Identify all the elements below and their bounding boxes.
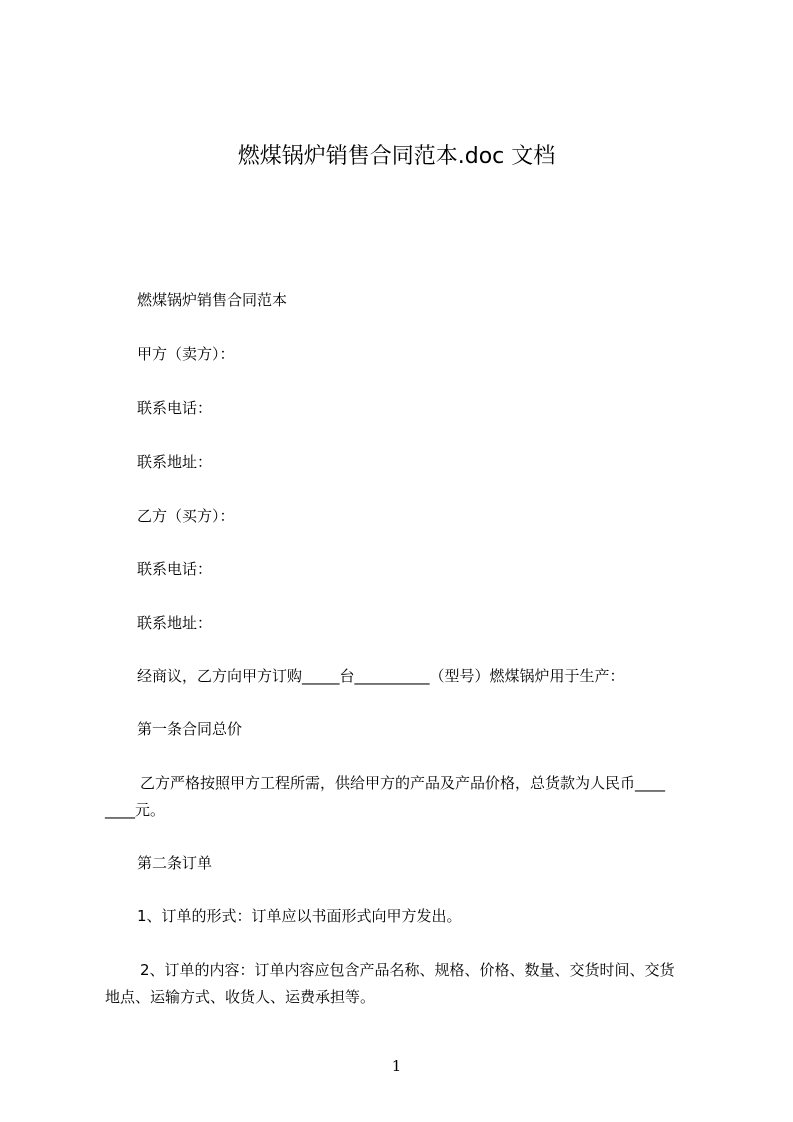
party-a-address-label: 联系地址： [137, 453, 213, 471]
party-b-label: 乙方（买方）： [137, 507, 235, 525]
contract-heading: 燃煤锅炉销售合同范本 [137, 291, 288, 309]
order-content-clause-line2: 地点、运输方式、收货人、运费承担等。 [105, 988, 376, 1006]
order-content-clause-line1: 2、订单的内容：订单内容应包含产品名称、规格、价格、数量、交货时间、交货 [140, 961, 675, 979]
total-price-paragraph-line2: ____元。 [105, 801, 166, 819]
party-a-label: 甲方（卖方）： [137, 345, 235, 363]
order-agreement-paragraph: 经商议，乙方向甲方订购_____台__________（型号）燃煤锅炉用于生产： [137, 667, 625, 685]
article-two-heading: 第二条订单 [137, 854, 213, 872]
party-b-phone-label: 联系电话： [137, 560, 213, 578]
article-one-heading: 第一条合同总价 [137, 720, 243, 738]
page-number: 1 [391, 1057, 402, 1075]
total-price-paragraph-line1: 乙方严格按照甲方工程所需，供给甲方的产品及产品价格，总货款为人民币____ [140, 774, 666, 792]
party-a-phone-label: 联系电话： [137, 399, 213, 417]
party-b-address-label: 联系地址： [137, 614, 213, 632]
order-form-clause: 1、订单的形式：订单应以书面形式向甲方发出。 [137, 907, 462, 925]
document-title: 燃煤锅炉销售合同范本.doc 文档 [237, 144, 556, 169]
